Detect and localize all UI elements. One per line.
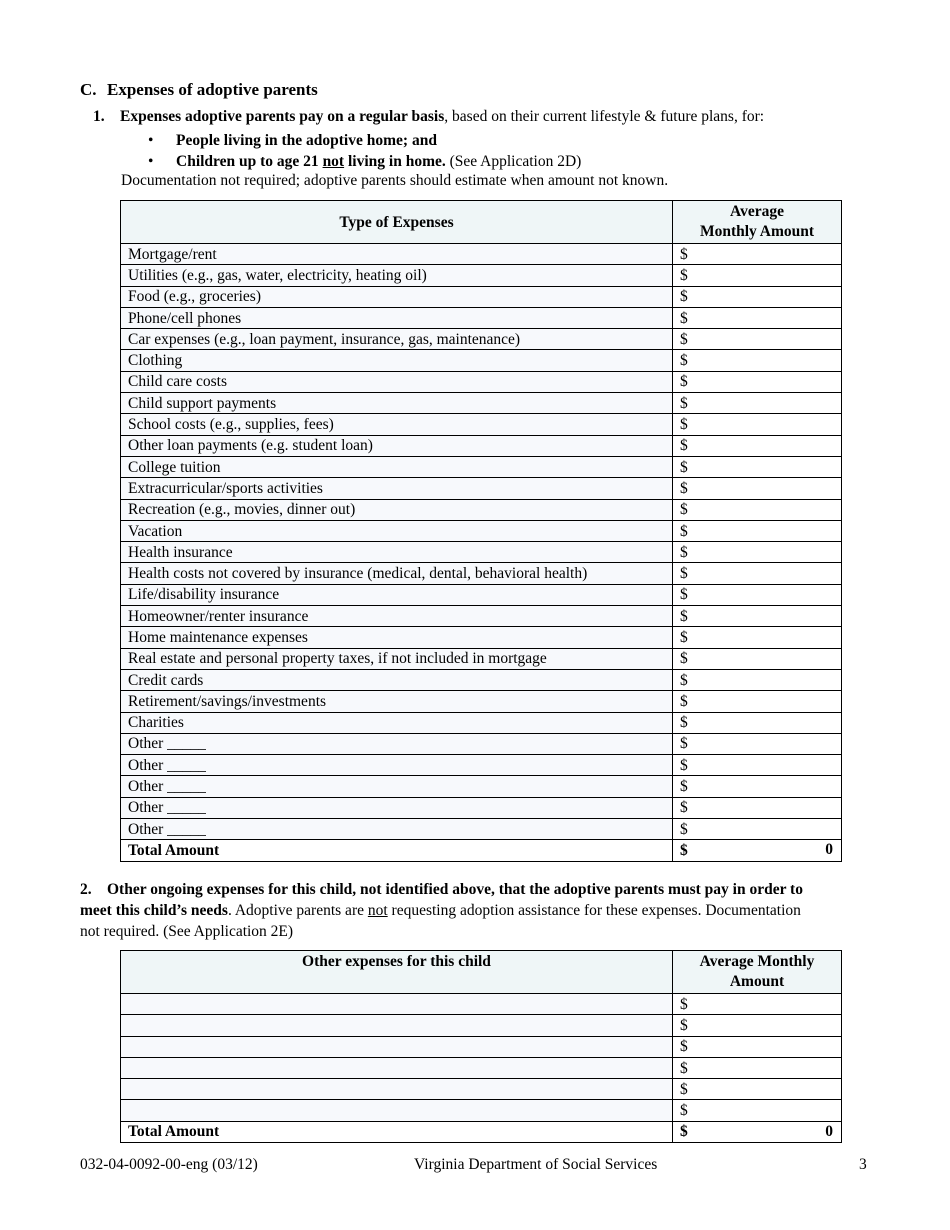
expense-type-label: College tuition (121, 456, 673, 477)
item-1-intro (93, 108, 764, 126)
table-row (121, 414, 842, 435)
item-2-intro (80, 879, 820, 942)
expense-type-label: Child care costs (121, 371, 673, 392)
table-row (121, 776, 842, 797)
item-2-underlined: not (367, 902, 388, 919)
expense-type-label: Clothing (121, 350, 673, 371)
other-total-amount-value[interactable]: $ 0 (673, 1121, 842, 1142)
agency-name: Virginia Department of Social Services (414, 1156, 658, 1173)
table-row (121, 393, 842, 414)
average-monthly-amount-header: Average Monthly Amount (673, 201, 842, 244)
item-1-number: 1. (93, 108, 105, 125)
item-1-bold-text: Expenses adoptive parents pay on a regular basis (120, 108, 445, 125)
other-expense-description-field[interactable] (121, 1057, 673, 1078)
expenses-table (120, 200, 842, 862)
expense-type-label: Health costs not covered by insurance (medical, dental, behavioral health) (121, 563, 673, 584)
table-row (121, 456, 842, 477)
monthly-amount-field[interactable]: $ (673, 1036, 842, 1057)
other-total-amount-label: Total Amount (121, 1121, 673, 1142)
monthly-amount-field[interactable]: $ (673, 712, 842, 733)
item-2-text-b: requesting adoption assistance for these expenses. Documentation not required. (See Application 2E) (80, 902, 801, 940)
monthly-amount-field[interactable]: $ (673, 542, 842, 563)
bullet-2-underlined: not (322, 153, 345, 170)
monthly-amount-field[interactable]: $ (673, 755, 842, 776)
table-row (121, 265, 842, 286)
expense-type-label: Other _____ (121, 776, 673, 797)
monthly-amount-field[interactable]: $ (673, 478, 842, 499)
monthly-amount-field[interactable]: $ (673, 244, 842, 265)
monthly-amount-field[interactable]: $ (673, 520, 842, 541)
table-row (121, 755, 842, 776)
expense-type-label: Vacation (121, 520, 673, 541)
expense-type-label: Utilities (e.g., gas, water, electricity, heating oil) (121, 265, 673, 286)
expense-type-label: School costs (e.g., supplies, fees) (121, 414, 673, 435)
item-1-rest-text: , based on their current lifestyle & future plans, for: (444, 108, 765, 125)
bullet-2-text-b: living in home. (344, 153, 446, 170)
monthly-amount-field[interactable]: $ (673, 691, 842, 712)
monthly-amount-field[interactable]: $ (673, 563, 842, 584)
monthly-amount-field[interactable]: $ (673, 1057, 842, 1078)
item-2-bold-text: Other ongoing expenses for this child, not identified above, that the adoptive parents must pay in order to meet this child’s needs (80, 881, 803, 919)
expense-type-label: Extracurricular/sports activities (121, 478, 673, 499)
table-row (121, 819, 842, 840)
other-expense-description-field[interactable] (121, 1036, 673, 1057)
table-row (121, 435, 842, 456)
monthly-amount-field[interactable]: $ (673, 776, 842, 797)
table-row (121, 286, 842, 307)
monthly-amount-field[interactable]: $ (673, 648, 842, 669)
table-row (121, 648, 842, 669)
table-row (121, 499, 842, 520)
table-row (121, 520, 842, 541)
section-letter: C. (80, 80, 97, 99)
table-row (121, 1015, 842, 1036)
other-expense-description-field[interactable] (121, 1015, 673, 1036)
expense-type-label: Charities (121, 712, 673, 733)
documentation-note: Documentation not required; adoptive parents should estimate when amount not known. (121, 172, 669, 189)
item-1-bullets (148, 130, 581, 172)
item-2-number: 2. (80, 881, 92, 898)
other-expense-description-field[interactable] (121, 1079, 673, 1100)
expense-type-label: Recreation (e.g., movies, dinner out) (121, 499, 673, 520)
table-row (121, 371, 842, 392)
other-average-monthly-amount-header: Average Monthly Amount (673, 951, 842, 994)
type-of-expenses-header: Type of Expenses (121, 201, 673, 244)
table-row (121, 584, 842, 605)
expense-type-label: Other _____ (121, 819, 673, 840)
table-row (121, 1079, 842, 1100)
expense-type-label: Food (e.g., groceries) (121, 286, 673, 307)
table-row (121, 478, 842, 499)
monthly-amount-field[interactable]: $ (673, 584, 842, 605)
expense-type-label: Health insurance (121, 542, 673, 563)
monthly-amount-field[interactable]: $ (673, 350, 842, 371)
expense-type-label: Life/disability insurance (121, 584, 673, 605)
monthly-amount-field[interactable]: $ (673, 329, 842, 350)
monthly-amount-field[interactable]: $ (673, 286, 842, 307)
monthly-amount-field[interactable]: $ (673, 606, 842, 627)
monthly-amount-field[interactable]: $ (673, 797, 842, 818)
monthly-amount-field[interactable]: $ (673, 819, 842, 840)
total-amount-value[interactable]: $ 0 (673, 840, 842, 861)
monthly-amount-field[interactable]: $ (673, 371, 842, 392)
table-row (121, 733, 842, 754)
table-row (121, 1100, 842, 1121)
monthly-amount-field[interactable]: $ (673, 393, 842, 414)
table-row (121, 244, 842, 265)
expense-type-label: Phone/cell phones (121, 307, 673, 328)
table-row (121, 350, 842, 371)
table-row (121, 712, 842, 733)
monthly-amount-field[interactable]: $ (673, 265, 842, 286)
expense-type-label: Credit cards (121, 669, 673, 690)
other-expense-description-field[interactable] (121, 1100, 673, 1121)
table-row (121, 563, 842, 584)
bullet-2-text-a: Children up to age 21 (176, 153, 323, 170)
table-row (121, 307, 842, 328)
expense-type-label: Retirement/savings/investments (121, 691, 673, 712)
item-2-text-a: . Adoptive parents are (227, 902, 368, 919)
monthly-amount-field[interactable]: $ (673, 733, 842, 754)
monthly-amount-field[interactable]: $ (673, 414, 842, 435)
expense-type-label: Car expenses (e.g., loan payment, insurance, gas, maintenance) (121, 329, 673, 350)
expense-type-label: Home maintenance expenses (121, 627, 673, 648)
expense-type-label: Real estate and personal property taxes, if not included in mortgage (121, 648, 673, 669)
section-title (80, 80, 318, 100)
expense-type-label: Other _____ (121, 733, 673, 754)
other-expenses-table (120, 950, 842, 1143)
table-row (121, 691, 842, 712)
monthly-amount-field[interactable]: $ (673, 1100, 842, 1121)
bullet-1-text: People living in the adoptive home; and (176, 132, 437, 149)
other-expense-description-field[interactable] (121, 994, 673, 1015)
expense-type-label: Other loan payments (e.g. student loan) (121, 435, 673, 456)
monthly-amount-field[interactable]: $ (673, 669, 842, 690)
bullet-people-living: • People living in the adoptive home; and (148, 132, 437, 149)
section-title-text: Expenses of adoptive parents (107, 80, 318, 99)
table-row (121, 606, 842, 627)
bullet-2-reference: (See Application 2D) (445, 153, 582, 170)
monthly-amount-field[interactable]: $ (673, 456, 842, 477)
table-row (121, 1057, 842, 1078)
monthly-amount-field[interactable]: $ (673, 627, 842, 648)
table-row (121, 994, 842, 1015)
form-number: 032-04-0092-00-eng (03/12) (80, 1156, 258, 1173)
expense-type-label: Homeowner/renter insurance (121, 606, 673, 627)
expense-type-label: Other _____ (121, 755, 673, 776)
table-row (121, 329, 842, 350)
page-number: 3 (859, 1156, 867, 1173)
monthly-amount-field[interactable]: $ (673, 307, 842, 328)
table-row (121, 542, 842, 563)
total-amount-label: Total Amount (121, 840, 673, 861)
monthly-amount-field[interactable]: $ (673, 1079, 842, 1100)
expense-type-label: Mortgage/rent (121, 244, 673, 265)
other-expenses-header: Other expenses for this child (121, 951, 673, 994)
table-row (121, 627, 842, 648)
monthly-amount-field[interactable]: $ (673, 1015, 842, 1036)
monthly-amount-field[interactable]: $ (673, 994, 842, 1015)
table-row (121, 797, 842, 818)
monthly-amount-field[interactable]: $ (673, 499, 842, 520)
table-row (121, 1036, 842, 1057)
expense-type-label: Other _____ (121, 797, 673, 818)
bullet-children-not-living: • Children up to age 21 not living in home. (See Application 2D) (148, 153, 582, 170)
expense-type-label: Child support payments (121, 393, 673, 414)
monthly-amount-field[interactable]: $ (673, 435, 842, 456)
table-row (121, 669, 842, 690)
